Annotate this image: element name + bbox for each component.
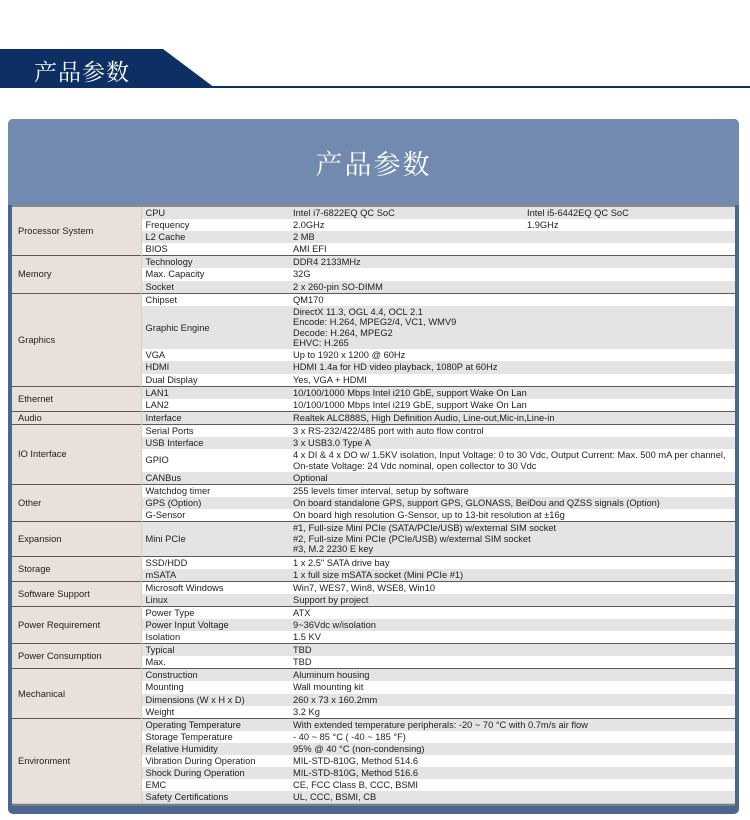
spec-label: Interface xyxy=(141,411,289,424)
spec-value: On board high resolution G-Sensor, up to 13-bit resolution at ±16g xyxy=(289,509,735,522)
spec-value: TBD xyxy=(289,656,735,669)
spec-row xyxy=(12,386,735,399)
spec-value: DirectX 11.3, OGL 4.4, OCL 2.1 Encode: H.264, MPEG2/4, VC1, WMV9 Decode: H.264, MPEG2 EHVC: H.265 xyxy=(289,306,735,350)
spec-label: CPU xyxy=(141,207,289,219)
spec-label: mSATA xyxy=(141,569,289,582)
spec-label: Dual Display xyxy=(141,374,289,387)
spec-value: Yes, VGA + HDMI xyxy=(289,374,735,387)
spec-value: AMI EFI xyxy=(289,243,735,256)
spec-value: 1.5 KV xyxy=(289,631,735,644)
spec-value: 2.0GHz xyxy=(289,219,523,231)
spec-value: 260 x 73 x 160.2mm xyxy=(289,694,735,706)
spec-label: EMC xyxy=(141,779,289,791)
spec-value: QM170 xyxy=(289,293,735,306)
spec-value: MIL-STD-810G, Method 514.6 xyxy=(289,755,735,767)
spec-row xyxy=(12,485,735,498)
spec-category: Ethernet xyxy=(12,386,141,411)
spec-row xyxy=(12,424,735,437)
spec-label: G-Sensor xyxy=(141,509,289,522)
spec-value: With extended temperature peripherals: -20 ~ 70 °C with 0.7m/s air flow xyxy=(289,718,735,731)
spec-value: 10/100/1000 Mbps Intel i210 GbE, support Wake On Lan xyxy=(289,386,735,399)
spec-value: 9~36Vdc w/isolation xyxy=(289,619,735,631)
panel-title: 产品参数 xyxy=(8,119,739,205)
spec-value: Wall mounting kit xyxy=(289,681,735,693)
spec-label: Microsoft Windows xyxy=(141,581,289,594)
spec-label: Construction xyxy=(141,669,289,682)
spec-value: 10/100/1000 Mbps Intel i219 GbE, support Wake On Lan xyxy=(289,399,735,412)
spec-category: IO Interface xyxy=(12,424,141,484)
spec-value: Optional xyxy=(289,472,735,485)
spec-category: Expansion xyxy=(12,522,141,556)
spec-table-wrap xyxy=(12,205,735,806)
spec-label: VGA xyxy=(141,349,289,361)
spec-value: HDMI 1.4a for HD video playback, 1080P at 60Hz xyxy=(289,361,735,373)
banner-title: 产品参数 xyxy=(34,60,130,86)
spec-label: Serial Ports xyxy=(141,424,289,437)
spec-value: 3 x RS-232/422/485 port with auto flow control xyxy=(289,424,735,437)
spec-category: Power Consumption xyxy=(12,644,141,669)
spec-label: Mini PCIe xyxy=(141,522,289,556)
spec-label: Dimensions (W x H x D) xyxy=(141,694,289,706)
spec-value: 1 x 2.5" SATA drive bay xyxy=(289,556,735,569)
spec-row xyxy=(12,522,735,556)
spec-label: Socket xyxy=(141,281,289,294)
spec-value: UL, CCC, BSMI, CB xyxy=(289,791,735,803)
spec-value: DDR4 2133MHz xyxy=(289,256,735,269)
spec-value-alt: Intel i5-6442EQ QC SoC xyxy=(523,207,735,219)
spec-label: Isolation xyxy=(141,631,289,644)
spec-row xyxy=(12,411,735,424)
spec-label: Operating Temperature xyxy=(141,718,289,731)
spec-category: Environment xyxy=(12,718,141,803)
spec-value: Intel i7-6822EQ QC SoC xyxy=(289,207,523,219)
spec-label: LAN2 xyxy=(141,399,289,412)
spec-row xyxy=(12,256,735,269)
spec-category: Mechanical xyxy=(12,669,141,718)
spec-label: Safety Certifications xyxy=(141,791,289,803)
spec-row xyxy=(12,207,735,219)
spec-label: Frequency xyxy=(141,219,289,231)
spec-table xyxy=(12,207,735,803)
spec-label: USB Interface xyxy=(141,437,289,449)
spec-label: Max. Capacity xyxy=(141,268,289,280)
spec-label: L2 Cache xyxy=(141,231,289,243)
spec-value: 3 x USB3.0 Type A xyxy=(289,437,735,449)
spec-label: Linux xyxy=(141,594,289,607)
spec-value: 2 MB xyxy=(289,231,735,243)
spec-category: Software Support xyxy=(12,581,141,606)
spec-category: Graphics xyxy=(12,293,141,386)
spec-label: Power Type xyxy=(141,606,289,619)
spec-value: CE, FCC Class B, CCC, BSMI xyxy=(289,779,735,791)
spec-value: #1, Full-size Mini PCIe (SATA/PCIe/USB) w/external SIM socket #2, Full-size Mini PCIe (PCIe/USB) w/external SIM socket #3, M.2 2230 E key xyxy=(289,522,735,556)
spec-row xyxy=(12,293,735,306)
spec-category: Audio xyxy=(12,411,141,424)
spec-value: Win7, WES7, Win8, WSE8, Win10 xyxy=(289,581,735,594)
spec-category: Memory xyxy=(12,256,141,293)
spec-label: Power Input Voltage xyxy=(141,619,289,631)
spec-value: 4 x DI & 4 x DO w/ 1.5KV isolation, Input Voltage: 0 to 30 Vdc, Output Current: Max. 500 mA per channel, On-state Voltage: 24 Vdc nominal, open collector to 30 Vdc xyxy=(289,449,735,472)
spec-label: Mounting xyxy=(141,681,289,693)
spec-label: GPIO xyxy=(141,449,289,472)
spec-label: SSD/HDD xyxy=(141,556,289,569)
spec-value: Support by project xyxy=(289,594,735,607)
spec-label: BIOS xyxy=(141,243,289,256)
spec-value: Realtek ALC888S, High Definition Audio, Line-out,Mic-in,Line-in xyxy=(289,411,735,424)
spec-label: Weight xyxy=(141,706,289,719)
spec-value: 2 x 260-pin SO-DIMM xyxy=(289,281,735,294)
spec-value-alt: 1.9GHz xyxy=(523,219,735,231)
spec-value: 3.2 Kg xyxy=(289,706,735,719)
spec-table-body xyxy=(12,207,735,803)
spec-panel xyxy=(8,119,739,814)
spec-label: Watchdog timer xyxy=(141,485,289,498)
section-banner xyxy=(0,49,750,88)
spec-row xyxy=(12,606,735,619)
spec-value: 32G xyxy=(289,268,735,280)
spec-row xyxy=(12,581,735,594)
spec-value: 1 x full size mSATA socket (Mini PCIe #1) xyxy=(289,569,735,582)
spec-label: Graphic Engine xyxy=(141,306,289,350)
spec-value: Aluminum housing xyxy=(289,669,735,682)
spec-label: Vibration During Operation xyxy=(141,755,289,767)
spec-value: Up to 1920 x 1200 @ 60Hz xyxy=(289,349,735,361)
spec-row xyxy=(12,718,735,731)
spec-value: ATX xyxy=(289,606,735,619)
spec-row xyxy=(12,669,735,682)
spec-value: TBD xyxy=(289,644,735,657)
spec-row xyxy=(12,644,735,657)
spec-label: Typical xyxy=(141,644,289,657)
spec-label: HDMI xyxy=(141,361,289,373)
spec-label: Relative Humidity xyxy=(141,743,289,755)
spec-label: Max. xyxy=(141,656,289,669)
spec-category: Processor System xyxy=(12,207,141,256)
spec-label: CANBus xyxy=(141,472,289,485)
spec-value: 95% @ 40 °C (non-condensing) xyxy=(289,743,735,755)
spec-label: Technology xyxy=(141,256,289,269)
spec-label: Chipset xyxy=(141,293,289,306)
table-bottom-rule xyxy=(12,803,735,806)
spec-value: 255 levels timer interval, setup by software xyxy=(289,485,735,498)
spec-value: On board standalone GPS, support GPS, GLONASS, BeiDou and QZSS signals (Option) xyxy=(289,497,735,509)
spec-label: LAN1 xyxy=(141,386,289,399)
spec-label: Shock During Operation xyxy=(141,767,289,779)
spec-value: - 40 ~ 85 °C ( -40 ~ 185 °F) xyxy=(289,731,735,743)
spec-category: Storage xyxy=(12,556,141,581)
spec-label: GPS (Option) xyxy=(141,497,289,509)
spec-row xyxy=(12,556,735,569)
spec-value: MIL-STD-810G, Method 516.6 xyxy=(289,767,735,779)
spec-category: Other xyxy=(12,485,141,522)
spec-category: Power Requirement xyxy=(12,606,141,643)
spec-label: Storage Temperature xyxy=(141,731,289,743)
